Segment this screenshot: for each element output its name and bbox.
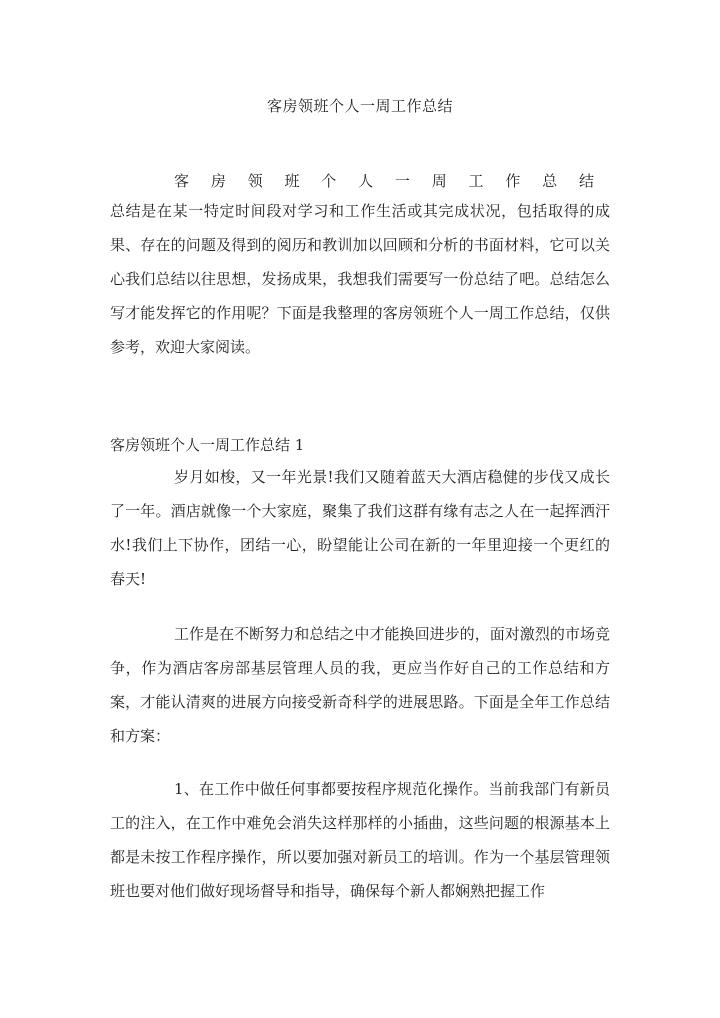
section-heading: 客房领班个人一周工作总结 1: [110, 436, 305, 454]
spaced-title-char: 工: [468, 172, 484, 190]
spaced-title-char: 周: [431, 172, 447, 190]
body-paragraph-1: 岁月如梭，又一年光景!我们又随着蓝天大酒店稳健的步伐又成长了一年。酒店就像一个大家庭，聚集了我们这群有缘有志之人在一起挥洒汗水!我们上下协作，团结一心，盼望能让公司在新的一年里迎接一个更红的春天!: [110, 468, 610, 588]
spaced-title-char: 个: [321, 172, 337, 190]
spaced-title-char: 领: [247, 172, 263, 190]
spaced-title-char: 人: [358, 172, 374, 190]
spaced-title-char: 一: [394, 172, 410, 190]
spaced-title: [174, 170, 594, 191]
document-title: 客房领班个人一周工作总结: [266, 97, 453, 115]
spaced-title-char: 总: [542, 172, 558, 190]
spaced-title-char: 房: [210, 172, 226, 190]
spaced-title-char: 客: [174, 172, 190, 190]
body-paragraph-2: 工作是在不断努力和总结之中才能换回进步的，面对激烈的市场竞争，作为酒店客房部基层管理人员的我，更应当作好自己的工作总结和方案，才能认清爽的进展方向接受新奇科学的进展思路。下面是全年工作总结和方案：: [110, 625, 610, 745]
spaced-title-char: 班: [284, 172, 300, 190]
spaced-title-char: 结: [578, 172, 594, 190]
spaced-title-char: 作: [505, 172, 521, 190]
body-paragraph-3: 1、在工作中做任何事都要按程序规范化操作。当前我部门有新员工的注入，在工作中难免会消失这样那样的小插曲，这些问题的根源基本上都是未按工作程序操作，所以要加强对新员工的培训。作为一个基层管理领班也要对他们做好现场督导和指导，确保每个新人都娴熟把握工作: [110, 780, 610, 900]
intro-paragraph: 总结是在某一特定时间段对学习和工作生活或其完成状况，包括取得的成果、存在的问题及得到的阅历和教训加以回顾和分析的书面材料，它可以关心我们总结以往思想，发扬成果，我想我们需要写一份总结了吧。总结怎么写才能发挥它的作用呢？下面是我整理的客房领班个人一周工作总结，仅供参考，欢迎大家阅读。: [110, 202, 610, 356]
